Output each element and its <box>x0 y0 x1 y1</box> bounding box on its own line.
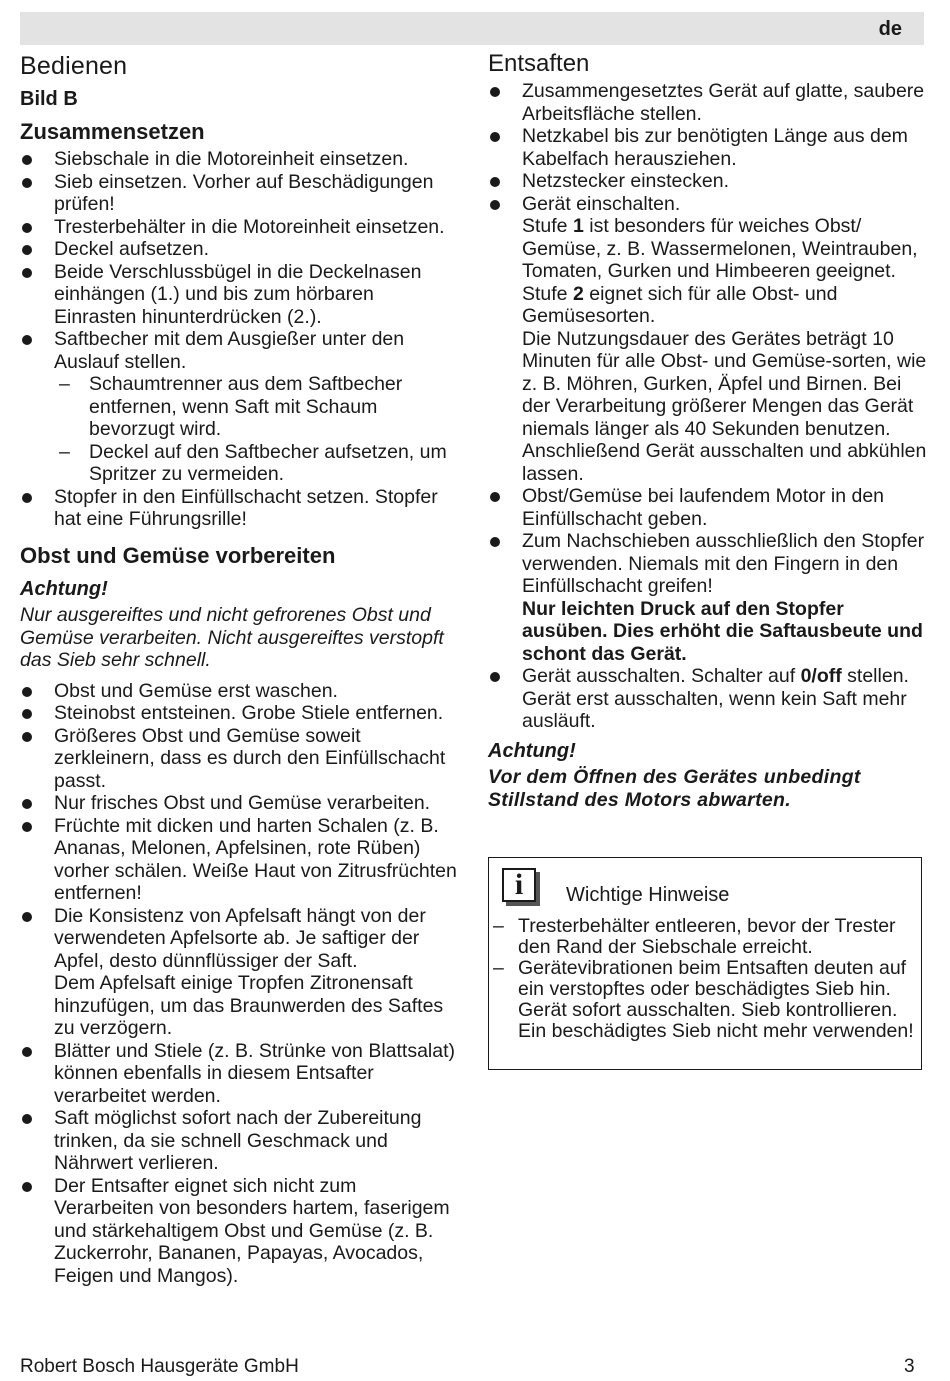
info-title: Wichtige Hinweise <box>566 884 730 906</box>
caution-label: Achtung! <box>488 739 576 762</box>
right-column <box>488 50 928 811</box>
list-item <box>488 530 928 665</box>
sub-list-item: – Deckel auf den Saftbecher aufsetzen, um Spritzer zu vermeiden. <box>54 441 460 486</box>
list-item: Deckel aufsetzen. <box>20 238 460 261</box>
list-item: Saft möglichst sofort nach der Zubereitung trinken, da sie schnell Geschmack und Nährwert verlieren. <box>20 1107 460 1175</box>
list-item-extra: Dem Apfelsaft einige Tropfen Zitronensaft hinzufügen, um das Braunwerden des Saftes zu verzögern. <box>54 972 444 1039</box>
figure-reference: Bild B <box>20 88 78 110</box>
switch-position: 0/off <box>800 665 842 687</box>
sub-list <box>54 373 460 486</box>
caution-text: Vor dem Öffnen des Gerätes unbedingt Stillstand des Motors abwarten. <box>488 766 861 811</box>
page-number: 3 <box>904 1356 915 1377</box>
prepare-heading: Obst und Gemüse vorbereiten <box>20 542 336 568</box>
header-bar <box>20 12 924 45</box>
list-item: Früchte mit dicken und harten Schalen (z. B. Ananas, Melonen, Apfelsinen, rote Rüben) vorher schälen. Weiße Haut von Zitrusfrüchten entfernen! <box>20 815 460 905</box>
list-item: Siebschale in die Motoreinheit einsetzen. <box>20 148 460 171</box>
list-item: Stopfer in den Einfüllschacht setzen. Stopfer hat eine Führungsrille! <box>20 486 460 531</box>
list-item: Obst/Gemüse bei laufendem Motor in den Einfüllschacht geben. <box>488 485 928 530</box>
list-item <box>20 905 460 1040</box>
juicing-list <box>488 80 928 733</box>
prepare-list <box>20 680 460 1288</box>
juicing-heading: Entsaften <box>488 50 590 77</box>
speed-1-text: Stufe 1 ist besonders für weiches Obst/ Gemüse, z. B. Wassermelonen, Weintrauben, Tomaten, Gurken und Himbeeren geeignet. <box>522 215 918 282</box>
list-item: Obst und Gemüse erst waschen. <box>20 680 460 703</box>
list-item: Nur frisches Obst und Gemüse verarbeiten. <box>20 792 460 815</box>
list-item: Sieb einsetzen. Vorher auf Beschädigungen prüfen! <box>20 171 460 216</box>
list-item <box>488 193 928 486</box>
list-item: Blätter und Stiele (z. B. Strünke von Blattsalat) können ebenfalls in diesem Entsafter verarbeitet werden. <box>20 1040 460 1108</box>
list-item: Beide Verschlussbügel in die Deckelnasen einhängen (1.) und bis zum hörbaren Einrasten hinunterdrücken (2.). <box>20 261 460 329</box>
list-item-text: Gerät einschalten. <box>522 192 681 215</box>
sub-list-item: – Schaumtrenner aus dem Saftbecher entfernen, wenn Saft mit Schaum bevorzugt wird. <box>54 373 460 441</box>
notes-list <box>489 916 921 1042</box>
caution-label: Achtung! <box>20 577 108 600</box>
list-item: Gerät ausschalten. Schalter auf 0/off stellen. Gerät erst ausschalten, wenn kein Saft mehr ausläuft. <box>488 665 928 733</box>
list-item: Netzkabel bis zur benötigten Länge aus dem Kabelfach herausziehen. <box>488 125 928 170</box>
info-icon: i <box>502 868 536 902</box>
list-item <box>20 328 460 486</box>
list-item-text: Zum Nachschieben ausschließlich den Stopfer verwenden. Niemals mit den Fingern in den Einfüllschacht greifen! <box>522 530 925 597</box>
list-item: Zusammengesetztes Gerät auf glatte, saubere Arbeitsfläche stellen. <box>488 80 928 125</box>
usage-duration-text: Die Nutzungsdauer des Gerätes beträgt 10 Minuten für alle Obst- und Gemüse-sorten, wie z. B. Möhren, Gurken, Äpfel und Birnen. Bei der Verarbeitung größerer Mengen das Gerät niemals länger als 40 Sekunden benutzen. Anschließend Gerät ausschalten und abkühlen lassen. <box>522 327 927 485</box>
list-item-text: Die Konsistenz von Apfelsaft hängt von der verwendeten Apfelsorte ab. Je saftiger der Apfel, desto dünnflüssiger der Saft. <box>54 904 426 972</box>
caution-text: Nur ausgereiftes und nicht gefrorenes Obst und Gemüse verarbeiten. Nicht ausgereiftes verstopft das Sieb sehr schnell. <box>20 604 444 671</box>
section-title: Bedienen <box>20 52 128 80</box>
list-item-text: Saftbecher mit dem Ausgießer unter den Auslauf stellen. <box>54 328 405 373</box>
assemble-list <box>20 148 460 531</box>
language-code: de <box>878 18 902 40</box>
important-notes-box <box>488 857 922 1070</box>
pusher-warning: Nur leichten Druck auf den Stopfer ausüben. Dies erhöht die Saftausbeute und schont das Gerät. <box>522 597 923 665</box>
list-item: Tresterbehälter in die Motoreinheit einsetzen. <box>20 216 460 239</box>
list-item: Größeres Obst und Gemüse soweit zerkleinern, dass es durch den Einfüllschacht passt. <box>20 725 460 793</box>
list-item: Der Entsafter eignet sich nicht zum Verarbeiten von besonders hartem, faserigem und stärkehaltigem Obst und Gemüse (z. B. Zuckerrohr, Bananen, Papayas, Avocados, Feigen und Mangos). <box>20 1175 460 1288</box>
footer-company: Robert Bosch Hausgeräte GmbH <box>20 1356 299 1377</box>
speed-2-text: Stufe 2 eignet sich für alle Obst- und Gemüsesorten. <box>522 282 838 327</box>
note-item: – Tresterbehälter entleeren, bevor der Trester den Rand der Siebschale erreicht. <box>489 916 921 958</box>
note-item: – Gerätevibrationen beim Entsaften deuten auf ein verstopftes oder beschädigtes Sieb hin. Gerät sofort ausschalten. Sieb kontrollieren. Ein beschädigtes Sieb nicht mehr verwenden! <box>489 958 921 1042</box>
left-column <box>20 50 460 1287</box>
list-item: Steinobst entsteinen. Grobe Stiele entfernen. <box>20 702 460 725</box>
assemble-heading: Zusammensetzen <box>20 119 205 144</box>
list-item: Netzstecker einstecken. <box>488 170 928 193</box>
